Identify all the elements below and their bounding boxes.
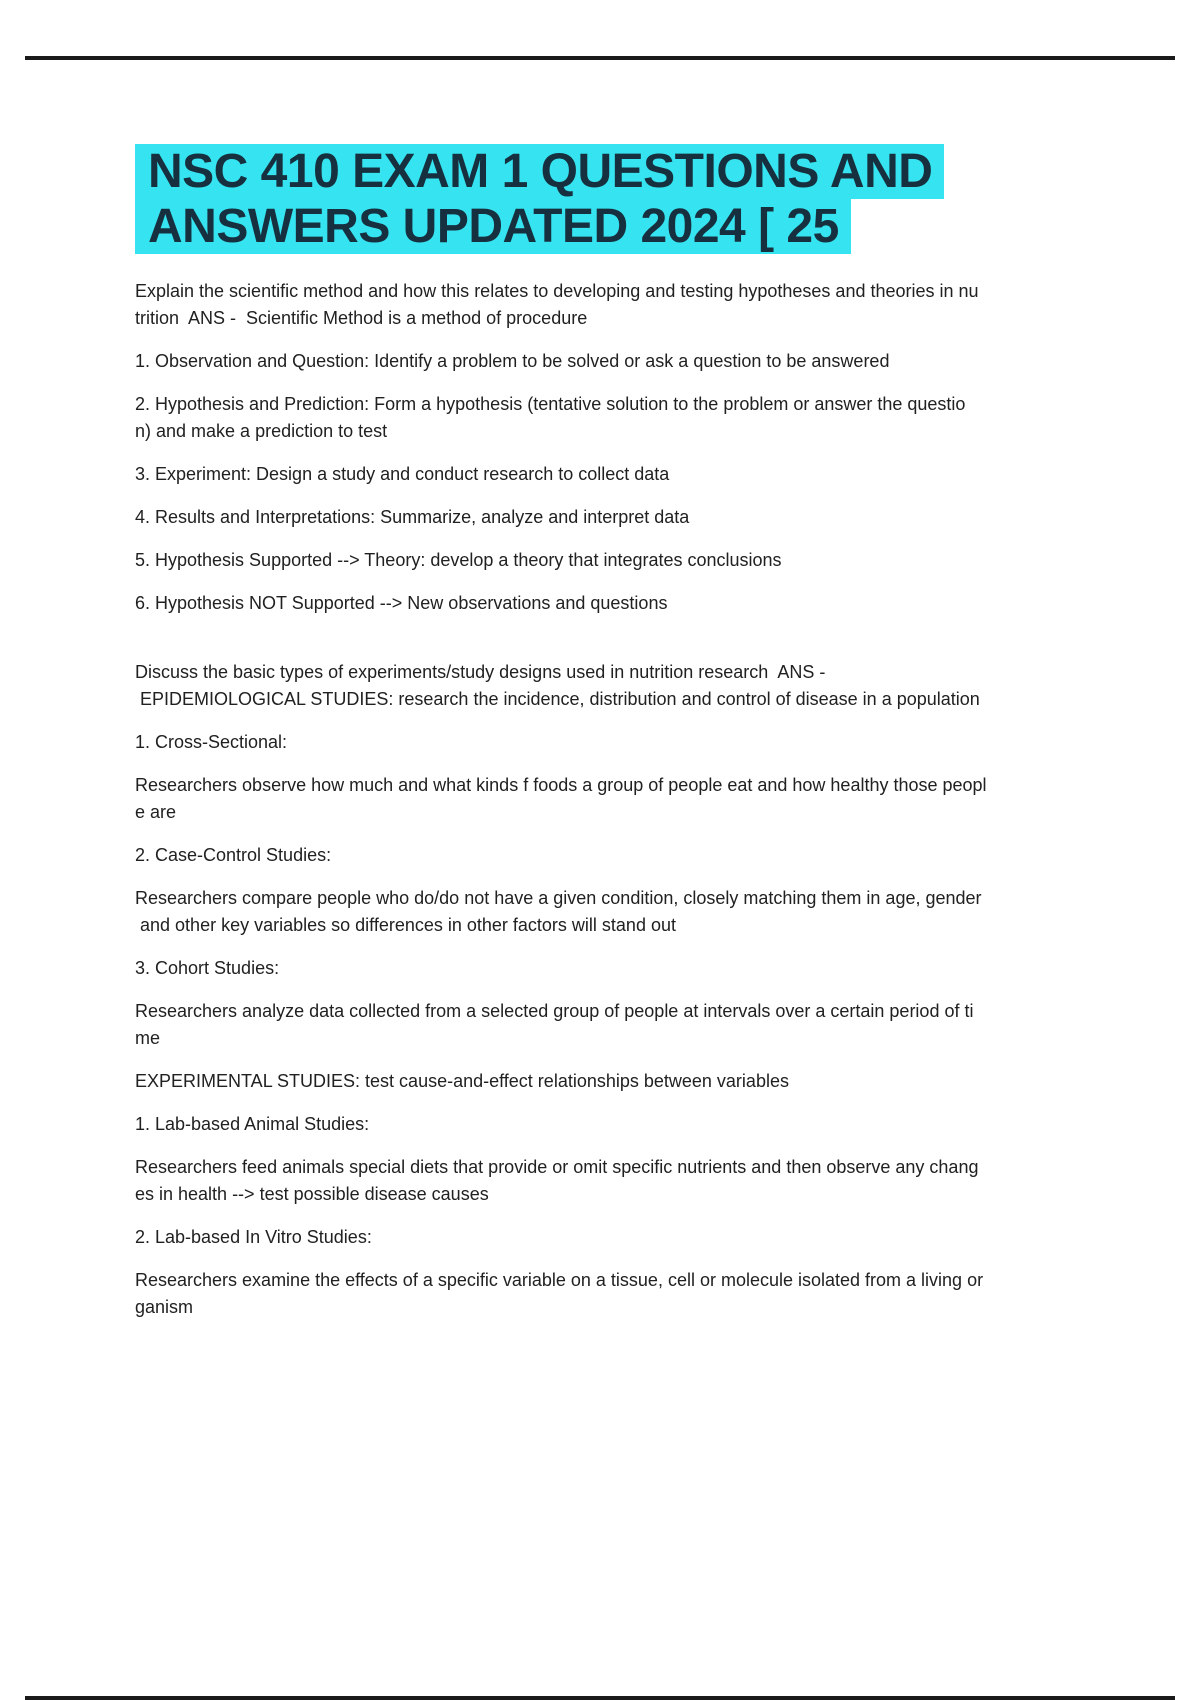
paragraph-cross-sectional-heading: 1. Cross-Sectional: [135, 732, 288, 752]
paragraph-in-vitro-body: Researchers examine the effects of a specific variable on a tissue, cell or molecule isolated from a living or ganism [135, 1270, 984, 1317]
paragraph-case-control-body: Researchers compare people who do/do not have a given condition, closely matching them in age, gender and other key variables so differences in other factors will stand out [135, 888, 982, 935]
paragraph-step-1: 1. Observation and Question: Identify a problem to be solved or ask a question to be answered [135, 351, 890, 371]
paragraph-experimental-studies: EXPERIMENTAL STUDIES: test cause-and-effect relationships between variables [135, 1071, 789, 1091]
paragraph-step-2: 2. Hypothesis and Prediction: Form a hypothesis (tentative solution to the problem or answer the questio n) and make a prediction to test [135, 394, 966, 441]
paragraph-animal-studies-body: Researchers feed animals special diets that provide or omit specific nutrients and then observe any chang es in health --> test possible disease causes [135, 1157, 979, 1204]
top-rule [25, 56, 1175, 60]
bottom-rule [25, 1696, 1175, 1700]
title-line-2 [135, 199, 1085, 254]
paragraph-step-4: 4. Results and Interpretations: Summarize, analyze and interpret data [135, 507, 690, 527]
paragraph-cohort-heading: 3. Cohort Studies: [135, 958, 280, 978]
paragraph-in-vitro-heading: 2. Lab-based In Vitro Studies: [135, 1227, 372, 1247]
paragraph-step-6: 6. Hypothesis NOT Supported --> New observations and questions [135, 593, 668, 613]
page-content [135, 144, 1085, 1337]
paragraph-step-5: 5. Hypothesis Supported --> Theory: develop a theory that integrates conclusions [135, 550, 782, 570]
page-title [135, 144, 1085, 254]
paragraph-question-1: Explain the scientific method and how this relates to developing and testing hypotheses and theories in nu trition ANS - Scientific Method is a method of procedure [135, 281, 979, 328]
paragraph-cross-sectional-body: Researchers observe how much and what kinds f foods a group of people eat and how healthy those peopl e are [135, 775, 987, 822]
title-line-2-highlight: ANSWERS UPDATED 2024 [ 25 [135, 199, 851, 254]
paragraph-animal-studies-heading: 1. Lab-based Animal Studies: [135, 1114, 370, 1134]
paragraph-case-control-heading: 2. Case-Control Studies: [135, 845, 332, 865]
title-line-1-highlight: NSC 410 EXAM 1 QUESTIONS AND [135, 144, 944, 199]
body-text [135, 278, 1085, 1321]
title-line-1 [135, 144, 1085, 199]
paragraph-cohort-body: Researchers analyze data collected from a selected group of people at intervals over a certain period of ti me [135, 1001, 974, 1048]
paragraph-step-3: 3. Experiment: Design a study and conduct research to collect data [135, 464, 670, 484]
paragraph-question-2: Discuss the basic types of experiments/study designs used in nutrition research ANS - EPIDEMIOLOGICAL STUDIES: research the incidence, distribution and control of disease in a population [135, 662, 980, 709]
